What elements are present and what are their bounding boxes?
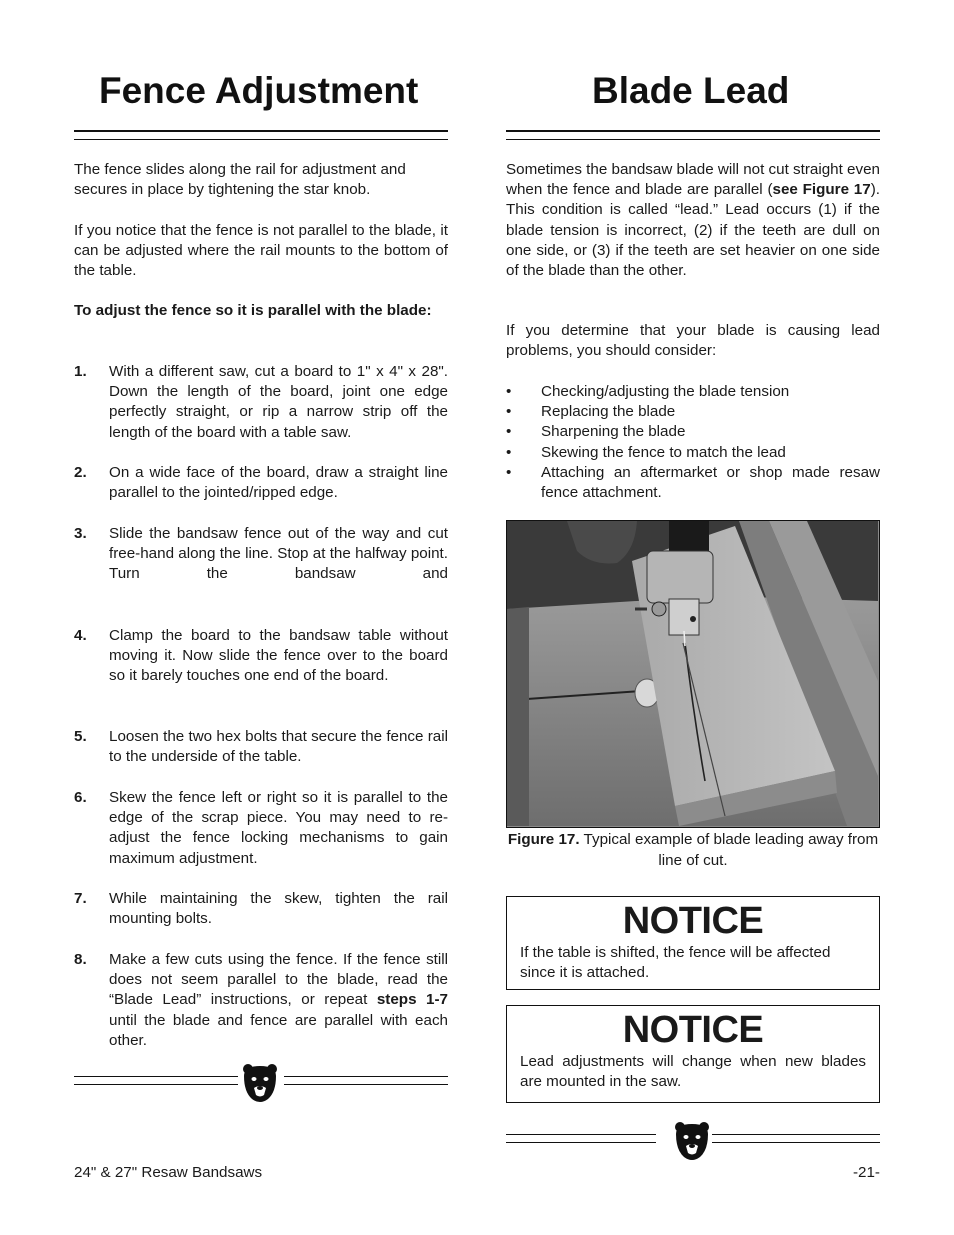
notice-box-table-shift	[506, 896, 880, 990]
notice-title: NOTICE	[622, 1009, 764, 1051]
notice-title: NOTICE	[622, 900, 764, 942]
step-text: On a wide face of the board, draw a straight line parallel to the jointed/ripped edge.	[109, 464, 448, 502]
section-divider	[506, 1120, 880, 1164]
step-8-steps-reference: steps 1-7	[376, 991, 448, 1009]
list-item: • Sharpening the blade	[506, 422, 880, 442]
step-4	[74, 626, 448, 687]
heading-rule	[506, 130, 880, 140]
step-number: 4.	[74, 627, 87, 644]
fence-intro-paragraph	[74, 160, 448, 200]
figure-label: Figure 17.	[507, 831, 580, 848]
step-5	[74, 727, 448, 767]
list-item: • Checking/adjusting the blade tension	[506, 382, 880, 402]
heading-rule	[74, 130, 448, 140]
blade-lead-heading: Blade Lead	[592, 70, 790, 111]
para-1-start: Sometimes the bandsaw blade will not cut straight even when the fence and blade are parallel (	[506, 161, 880, 199]
step-number: 8.	[74, 951, 87, 968]
step-number: 6.	[74, 789, 87, 806]
para-1-end: ). This condition is called “lead.” Lead occurs (1) if the blade tension is incorrect, (2) if the teeth are dull on one side, or (3) if the teeth are set heavier on one side of the blade than the other.	[506, 181, 880, 280]
step-number: 5.	[74, 728, 87, 745]
footer-page-number: -21-	[852, 1164, 880, 1181]
figure-caption-text: Typical example of blade leading away from line of cut.	[583, 831, 879, 869]
lead-problems-paragraph	[506, 321, 880, 361]
step-1	[74, 362, 448, 443]
step-text: While maintaining the skew, tighten the rail mounting bolts.	[109, 890, 448, 928]
step-8	[74, 950, 448, 1051]
fence-adjustment-heading: Fence Adjustment	[99, 70, 419, 111]
figure-reference: see Figure 17	[772, 181, 871, 199]
lead-remedies-list	[506, 382, 880, 503]
notice-text: If the table is shifted, the fence will be affected since it is attached.	[520, 944, 831, 982]
step-number: 1.	[74, 363, 87, 380]
notice-box-new-blades	[506, 1005, 880, 1103]
procedure-heading	[74, 301, 448, 321]
step-text: With a different saw, cut a board to 1" x 4" x 28". Down the length of the board, joint one edge perfectly straight, or rip a narrow strip off the length of the board with a table saw.	[109, 363, 448, 441]
step-text: Clamp the board to the bandsaw table without moving it. Now slide the fence over to the board so it barely touches one end of the board.	[109, 627, 448, 685]
intro-text-1: The fence slides along the rail for adjustment and secures in place by tightening the star knob.	[74, 161, 406, 199]
procedure-heading-text: To adjust the fence so it is parallel with the blade:	[74, 302, 432, 319]
footer-product-name: 24" & 27" Resaw Bandsaws	[74, 1164, 263, 1181]
step-text	[109, 950, 448, 1051]
para-2-text: If you determine that your blade is causing lead problems, you should consider:	[506, 322, 880, 360]
list-item: • Replacing the blade	[506, 402, 880, 422]
step-text: Slide the bandsaw fence out of the way and cut free-hand along the line. Stop at the halfway point. Turn the bandsaw and	[109, 525, 448, 583]
fence-parallel-paragraph	[74, 221, 448, 282]
step-6	[74, 788, 448, 869]
step-2	[74, 463, 448, 503]
bandsaw-blade-lead-illustration	[507, 521, 878, 826]
step-number: 7.	[74, 890, 87, 907]
step-8-text-end: until the blade and fence are parallel with each other.	[109, 1011, 448, 1049]
bear-logo-icon	[672, 1120, 712, 1164]
step-7	[74, 889, 448, 929]
bear-logo-icon	[240, 1062, 280, 1106]
step-3	[74, 524, 448, 585]
blade-lead-paragraph	[506, 160, 880, 281]
figure-17-caption	[506, 830, 880, 871]
intro-text-2: If you notice that the fence is not parallel to the blade, it can be adjusted where the rail mounts to the bottom of the table.	[74, 222, 448, 280]
notice-text: Lead adjustments will change when new blades are mounted in the saw.	[520, 1053, 866, 1091]
list-item: • Skewing the fence to match the lead	[506, 443, 880, 463]
step-number: 2.	[74, 464, 87, 481]
step-number: 3.	[74, 525, 87, 542]
step-8-text-start: Make a few cuts using the fence. If the fence still does not seem parallel to the blade, read the “Blade Lead” instructions, or repeat	[109, 951, 448, 1009]
step-text: Skew the fence left or right so it is parallel to the edge of the scrap piece. You may need to re-adjust the fence locking mechanisms to gain maximum adjustment.	[109, 789, 448, 867]
section-divider	[74, 1062, 448, 1106]
list-item: • Attaching an aftermarket or shop made resaw fence attachment.	[506, 463, 880, 503]
figure-17-photo	[506, 520, 880, 828]
step-text: Loosen the two hex bolts that secure the fence rail to the underside of the table.	[109, 728, 448, 766]
